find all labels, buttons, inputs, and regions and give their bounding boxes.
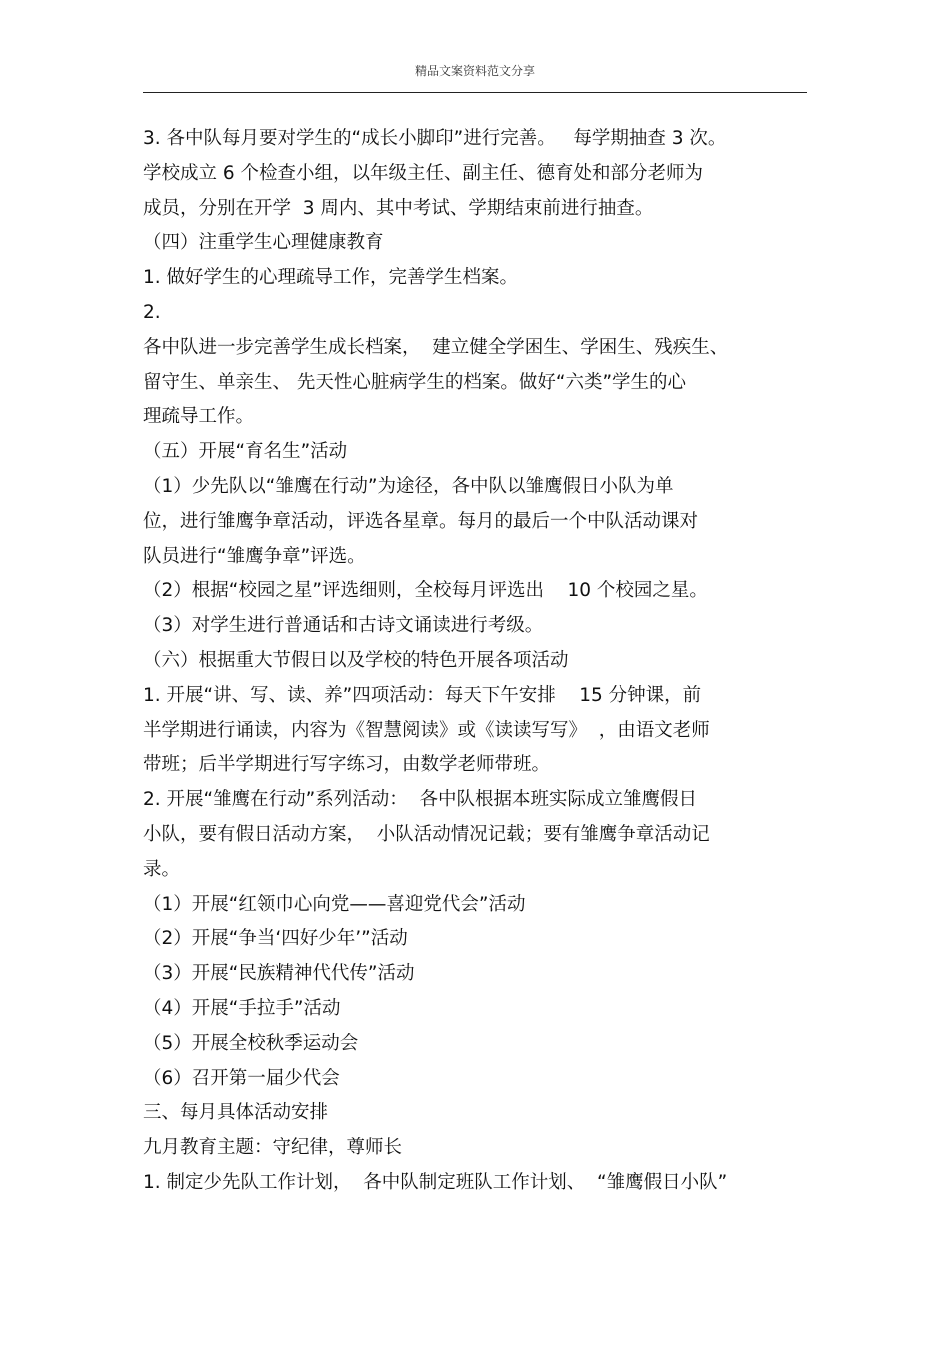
text-line: 1. 做好学生的心理疏导工作，完善学生档案。 (143, 267, 519, 289)
list-item: （4）开展“手拉手”活动 (143, 997, 341, 1019)
text-line: 理疏导工作。 (143, 406, 255, 428)
document-body (143, 122, 843, 1201)
page-header: 精品文案资料范文分享 (414, 64, 535, 78)
text-line: 半学期进行诵读，内容为《智慧阅读》或《读读写写》 ，由语文老师 (143, 719, 710, 741)
section-heading: （四）注重学生心理健康教育 (143, 232, 384, 254)
text-line: 录。 (143, 858, 181, 880)
text-line: 2. 开展“雏鹰在行动”系列活动： 各中队根据本班实际成立雏鹰假日 (143, 789, 697, 811)
text-line: 带班；后半学期进行写字练习，由数学老师带班。 (143, 754, 551, 776)
text-line: 队员进行“雏鹰争章”评选。 (143, 545, 366, 567)
text-line: （1）少先队以“雏鹰在行动”为途径，各中队以雏鹰假日小队为单 (143, 475, 674, 497)
list-item: （6）召开第一届少代会 (143, 1067, 340, 1089)
section-heading: 三、每月具体活动安排 (143, 1102, 329, 1124)
text-line: 1. 制定少先队工作计划， 各中队制定班队工作计划、 “雏鹰假日小队” (143, 1171, 728, 1193)
text-line: 1. 开展“讲、写、读、养”四项活动：每天下午安排 15 分钟课，前 (143, 684, 702, 706)
list-item: （3）开展“民族精神代代传”活动 (143, 963, 415, 985)
text-line: 学校成立 6 个检查小组，以年级主任、副主任、德育处和部分老师为 (143, 162, 704, 184)
text-line: （2）根据“校园之星”评选细则，全校每月评选出 10 个校园之星。 (143, 580, 708, 602)
header-divider (143, 92, 807, 93)
list-item: （5）开展全校秋季运动会 (143, 1032, 359, 1054)
list-item: （2）开展“争当‘四好少年’”活动 (143, 928, 408, 950)
text-line: 各中队进一步完善学生成长档案， 建立健全学困生、学困生、残疾生、 (143, 336, 729, 358)
text-line: 小队，要有假日活动方案， 小队活动情况记载；要有雏鹰争章活动记 (143, 823, 710, 845)
text-line: （3）对学生进行普通话和古诗文诵读进行考级。 (143, 615, 544, 637)
section-heading: （五）开展“育名生”活动 (143, 441, 348, 463)
text-line: 3. 各中队每月要对学生的“成长小脚印”进行完善。 每学期抽查 3 次。 (143, 128, 727, 149)
list-item: （1）开展“红领巾心向党——喜迎党代会”活动 (143, 893, 526, 915)
text-line: 留守生、单亲生、 先天性心脏病学生的档案。做好“六类”学生的心 (143, 371, 687, 393)
text-line: 位，进行雏鹰争章活动，评选各星章。每月的最后一个中队活动课对 (143, 510, 699, 532)
text-line: 成员，分别在开学 3 周内、其中考试、学期结束前进行抽查。 (143, 197, 654, 219)
section-heading: （六）根据重大节假日以及学校的特色开展各项活动 (143, 649, 569, 671)
text-line: 九月教育主题：守纪律，尊师长 (143, 1137, 403, 1159)
text-line: 2. (143, 301, 161, 323)
